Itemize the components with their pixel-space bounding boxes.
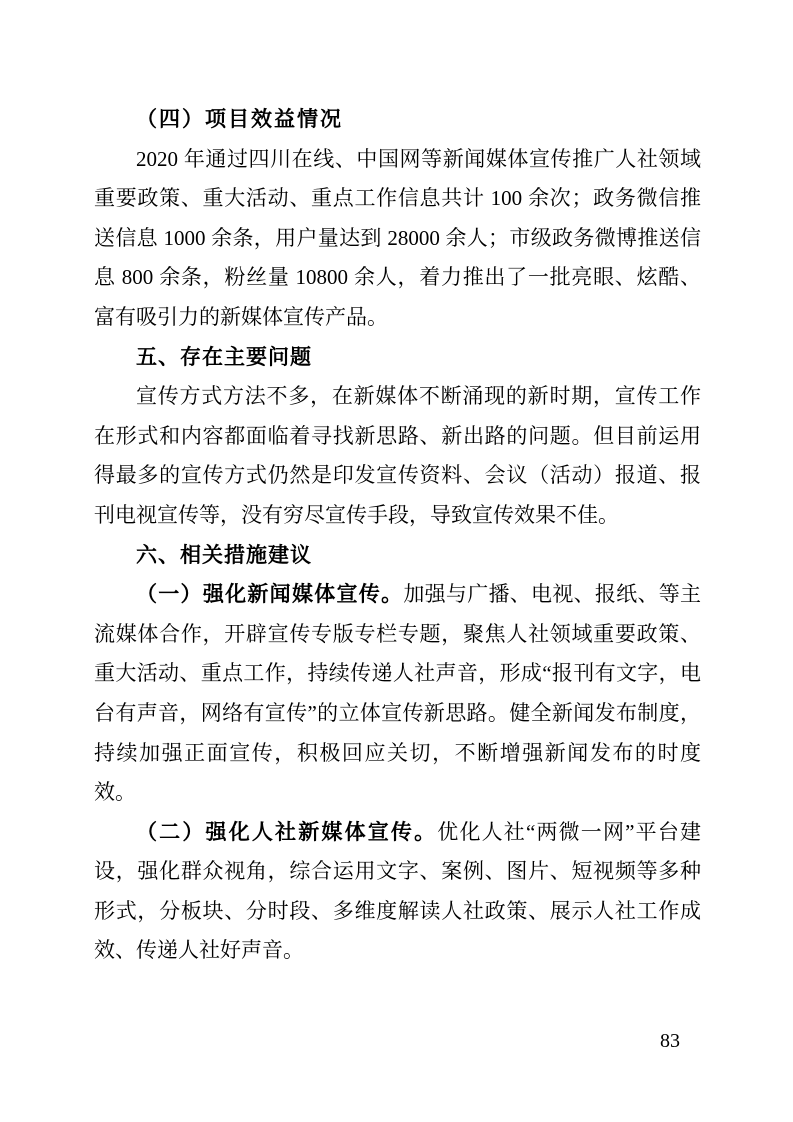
- paragraph: （二）强化人社新媒体宣传。优化人社“两微一网”平台建设，强化群众视角，综合运用文字、案例、图片、短视频等多种形式，分板块、分时段、多维度解读人社政策、展示人社工作成效、传递人社好声音。: [94, 819, 701, 963]
- document-content: [94, 100, 701, 971]
- paragraph: （一）强化新闻媒体宣传。加强与广播、电视、报纸、等主流媒体合作，开辟宣传专版专栏专题，聚焦人社领域重要政策、重大活动、重点工作，持续传递人社声音，形成“报刊有文字，电台有声音，网络有宣传”的立体宣传新思路。健全新闻发布制度，持续加强正面宣传，积极回应关切，不断增强新闻发布的时度效。: [94, 582, 701, 805]
- section-heading: 六、相关措施建议: [136, 543, 312, 567]
- paragraph-lead: （二）强化人社新媒体宣传。: [136, 819, 438, 844]
- page-number: 83: [660, 1030, 680, 1052]
- section-heading: 五、存在主要问题: [136, 345, 312, 369]
- paragraph-lead: （一）强化新闻媒体宣传。: [136, 582, 404, 607]
- paragraph: 宣传方式方法不多，在新媒体不断涌现的新时期，宣传工作在形式和内容都面临着寻找新思路、新出路的问题。但目前运用得最多的宣传方式仍然是印发宣传资料、会议（活动）报道、报刊电视宣传等，没有穷尽宣传手段，导致宣传效果不佳。: [94, 384, 701, 527]
- section-heading: （四）项目效益情况: [136, 107, 343, 131]
- paragraph: 2020 年通过四川在线、中国网等新闻媒体宣传推广人社领域重要政策、重大活动、重点工作信息共计 100 余次；政务微信推送信息 1000 余条，用户量达到 28000 余人；市级政务微博推送信息 800 余条，粉丝量 10800 余人，着力推出了一批亮眼、炫酷、富有吸引力的新媒体宣传产品。: [94, 146, 701, 329]
